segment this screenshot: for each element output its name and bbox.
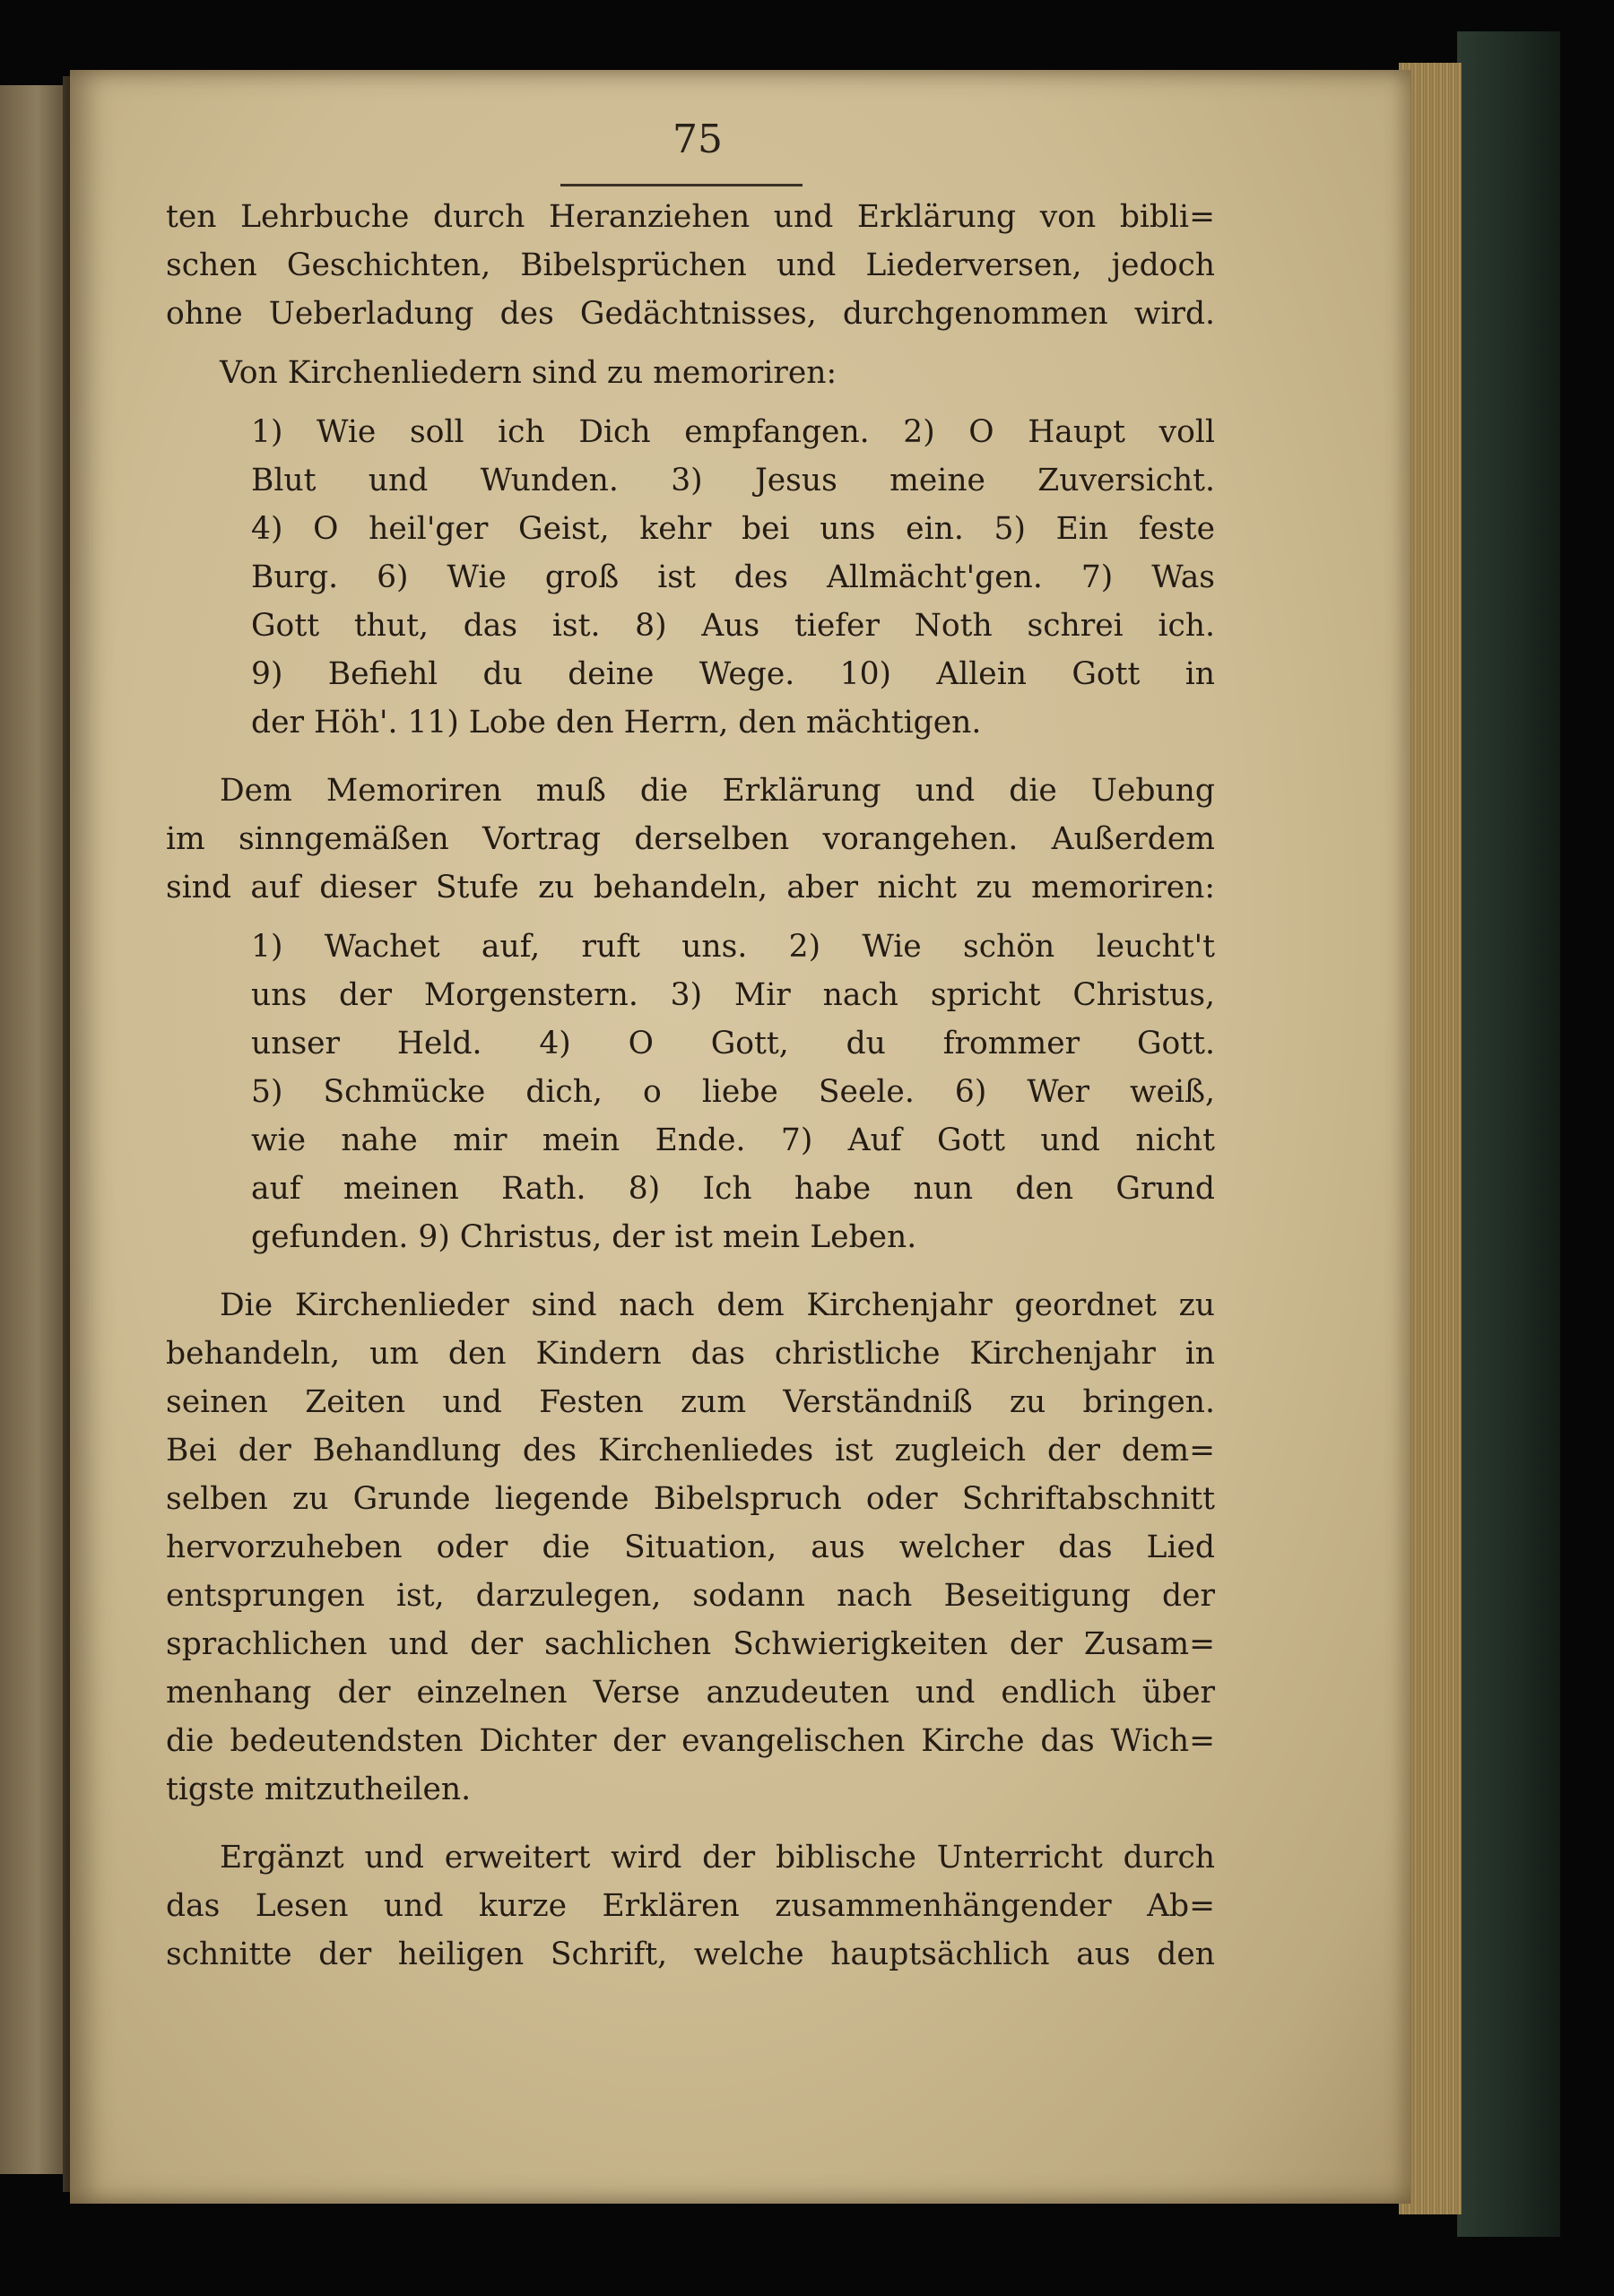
text-line: tigste mitzutheilen. — [166, 1772, 472, 1807]
text-line: Die Kirchenlieder sind nach dem Kirchenjahr geordnet zu — [220, 1287, 1215, 1323]
list-line: unser Held. 4) O Gott, du frommer Gott. — [251, 1026, 1215, 1061]
list-line: wie nahe mir mein Ende. 7) Auf Gott und nicht — [251, 1122, 1215, 1158]
hymn-list — [166, 923, 1215, 1261]
text-line: menhang der einzelnen Verse anzudeuten und endlich über — [166, 1675, 1215, 1711]
text-line: sind auf dieser Stufe zu behandeln, aber nicht zu memoriren: — [166, 870, 1215, 905]
text-line: schen Geschichten, Bibelsprüchen und Liederversen, jedoch — [166, 247, 1215, 283]
text-line: selben zu Grunde liegende Bibelspruch oder Schriftabschnitt — [166, 1481, 1215, 1517]
book-cover-edge — [1457, 31, 1560, 2237]
text-line: Bei der Behandlung des Kirchenliedes ist zugleich der dem= — [166, 1433, 1215, 1469]
text-line: ohne Ueberladung des Gedächtnisses, durchgenommen wird. — [166, 296, 1215, 332]
text-line: sprachlichen und der sachlichen Schwierigkeiten der Zusam= — [166, 1626, 1215, 1662]
text-line: Dem Memoriren muß die Erklärung und die Uebung — [220, 773, 1215, 809]
paragraph — [166, 1833, 1215, 1979]
text-line: Von Kirchenliedern sind zu memoriren: — [220, 355, 837, 391]
facing-page-edge — [0, 85, 67, 2174]
page-number-rule — [560, 184, 803, 186]
text-line: Ergänzt und erweitert wird der biblische Unterricht durch — [220, 1840, 1215, 1876]
list-line: 1) Wie soll ich Dich empfangen. 2) O Haupt voll — [251, 414, 1215, 450]
text-line: hervorzuheben oder die Situation, aus welcher das Lied — [166, 1529, 1215, 1565]
paragraph — [166, 349, 1215, 397]
list-line: 4) O heil'ger Geist, kehr bei uns ein. 5) Ein feste — [251, 511, 1215, 547]
hymn-list — [166, 408, 1215, 747]
text-line: behandeln, um den Kindern das christliche Kirchenjahr in — [166, 1336, 1215, 1372]
list-line: uns der Morgenstern. 3) Mir nach spricht Christus, — [251, 977, 1215, 1013]
list-line: Blut und Wunden. 3) Jesus meine Zuversicht. — [251, 463, 1215, 498]
text-line: ten Lehrbuche durch Heranziehen und Erklärung von bibli= — [166, 199, 1215, 235]
page-text — [166, 193, 1215, 1979]
text-line: schnitte der heiligen Schrift, welche hauptsächlich aus den — [166, 1936, 1215, 1972]
list-line: auf meinen Rath. 8) Ich habe nun den Grund — [251, 1171, 1215, 1207]
list-line: 5) Schmücke dich, o liebe Seele. 6) Wer weiß, — [251, 1074, 1215, 1110]
text-line: seinen Zeiten und Festen zum Verständniß zu bringen. — [166, 1384, 1215, 1420]
list-line: 9) Befiehl du deine Wege. 10) Allein Gott in — [251, 656, 1215, 692]
text-line: entsprungen ist, darzulegen, sodann nach Beseitigung der — [166, 1578, 1215, 1614]
paragraph — [166, 193, 1215, 338]
list-line: der Höh'. 11) Lobe den Herrn, den mächtigen. — [251, 705, 982, 741]
page-number: 75 — [672, 117, 723, 162]
list-line: 1) Wachet auf, ruft uns. 2) Wie schön leucht't — [251, 929, 1215, 965]
list-line: gefunden. 9) Christus, der ist mein Leben. — [251, 1219, 917, 1255]
text-line: im sinngemäßen Vortrag derselben vorangehen. Außerdem — [166, 821, 1215, 857]
text-line: das Lesen und kurze Erklären zusammenhängender Ab= — [166, 1888, 1215, 1924]
text-line: die bedeutendsten Dichter der evangelischen Kirche das Wich= — [166, 1723, 1215, 1759]
paragraph — [166, 767, 1215, 912]
list-line: Burg. 6) Wie groß ist des Allmächt'gen. 7) Was — [251, 559, 1215, 595]
list-line: Gott thut, das ist. 8) Aus tiefer Noth schrei ich. — [251, 608, 1215, 644]
paragraph — [166, 1281, 1215, 1814]
